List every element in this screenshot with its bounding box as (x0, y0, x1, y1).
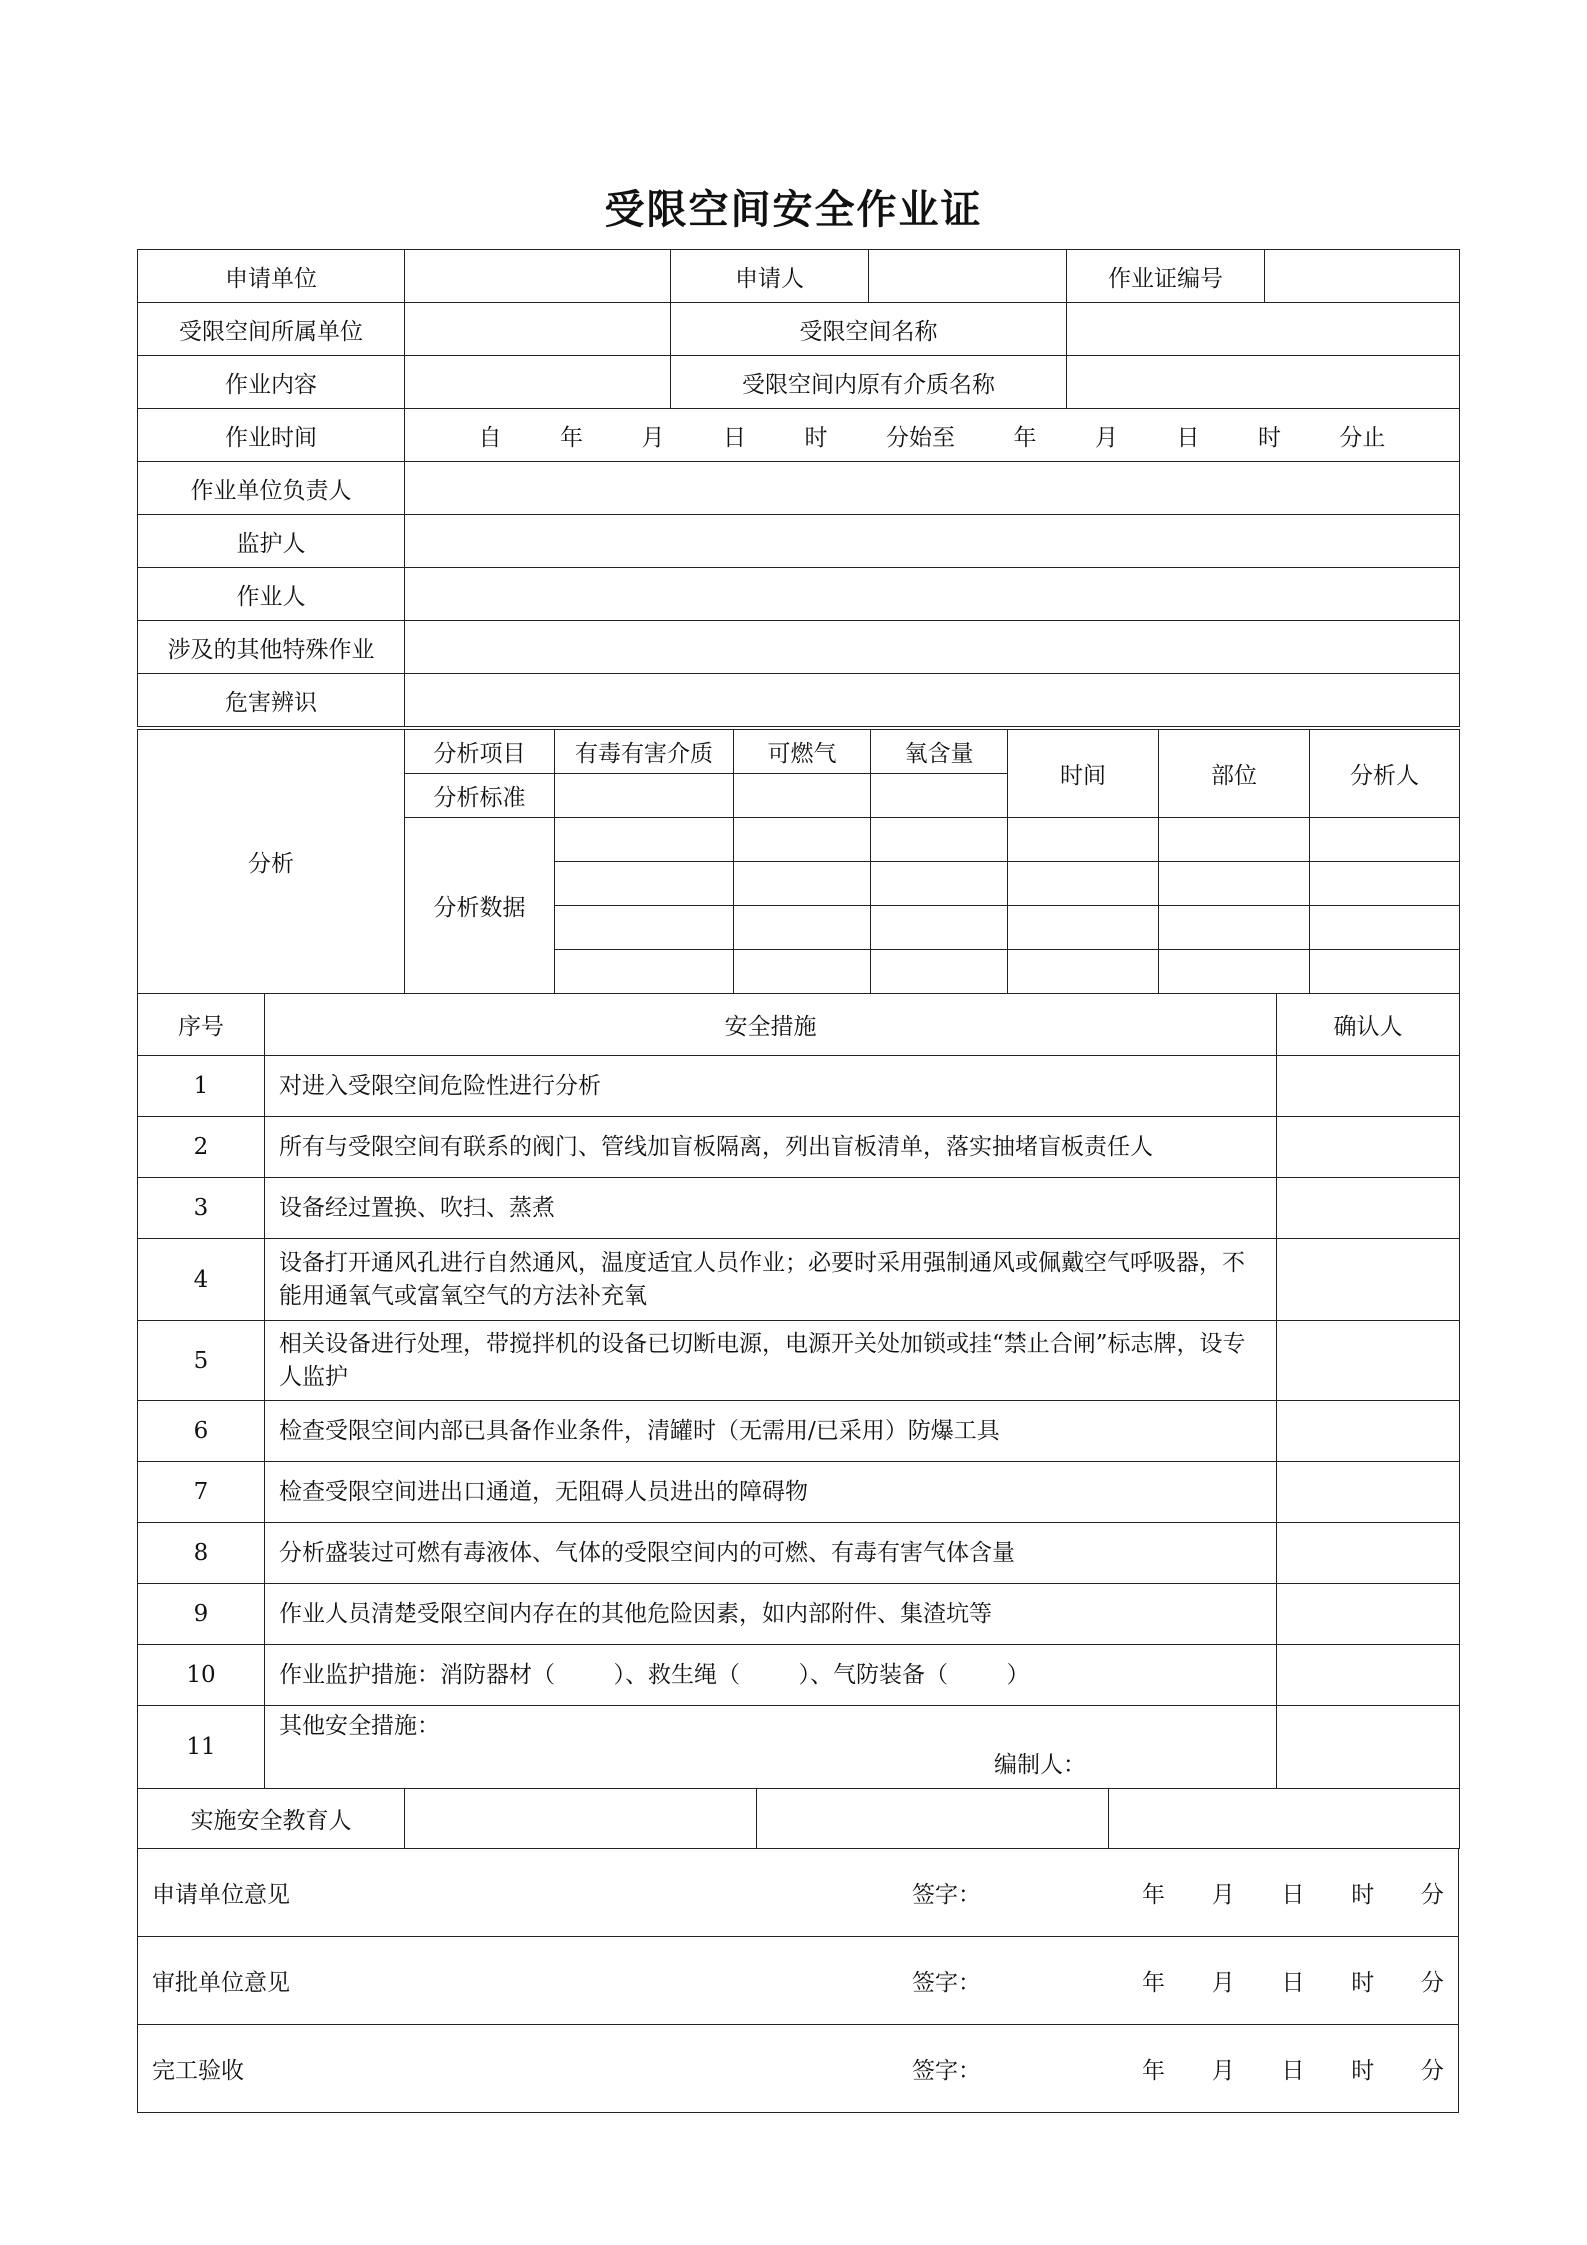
measure-text: 作业监护措施：消防器材（ ）、救生绳（ ）、气防装备（ ） (265, 1645, 1277, 1706)
opinions-table (137, 1848, 1459, 2113)
other-special-work-label: 涉及的其他特殊作业 (138, 621, 405, 674)
guardian-field[interactable] (405, 515, 1460, 568)
analyst-header: 分析人 (1310, 730, 1460, 818)
measure-text: 设备经过置换、吹扫、蒸煮 (265, 1178, 1277, 1239)
data-cell[interactable] (555, 950, 734, 994)
analysis-time-header: 时间 (1008, 730, 1159, 818)
month-label: 月 (1211, 1970, 1235, 1996)
measure-text: 相关设备进行处理，带搅拌机的设备已切断电源，电源开关处加锁或挂“禁止合闸”标志牌，设专人监护 (265, 1321, 1277, 1401)
space-owner-unit-field[interactable] (405, 303, 671, 356)
measure-no: 11 (138, 1706, 265, 1789)
analysis-table (137, 729, 1460, 994)
oxygen-content-header: 氧含量 (871, 730, 1008, 774)
table-row (138, 1462, 1460, 1523)
table-row (138, 1706, 1460, 1789)
signature-label: 签字： (912, 2058, 981, 2084)
measure-text: 其他安全措施： (279, 1713, 440, 1739)
data-cell[interactable] (734, 950, 871, 994)
table-row (138, 1321, 1460, 1401)
analysis-item-label: 分析项目 (405, 730, 555, 774)
year-label: 年 (1142, 1970, 1165, 1996)
hour-label: 时 (1351, 1970, 1375, 1996)
hour-label: 时 (1351, 1882, 1375, 1908)
measure-no: 1 (138, 1056, 265, 1117)
permit-header-table (137, 249, 1460, 727)
safety-measures-table (137, 993, 1460, 1789)
applicant-unit-label: 申请单位 (138, 250, 405, 303)
other-special-work-field[interactable] (405, 621, 1460, 674)
table-row (138, 1401, 1460, 1462)
space-owner-unit-label: 受限空间所属单位 (138, 303, 405, 356)
hazard-identification-label: 危害辨识 (138, 674, 405, 727)
data-cell[interactable] (1159, 862, 1310, 906)
medium-name-field[interactable] (1067, 356, 1460, 409)
minute-label: 分 (1421, 2058, 1444, 2084)
data-cell[interactable] (871, 818, 1008, 862)
worker-field[interactable] (405, 568, 1460, 621)
hazard-identification-field[interactable] (405, 674, 1460, 727)
confirm-field[interactable] (1277, 1321, 1460, 1401)
data-cell[interactable] (555, 862, 734, 906)
applicant-label: 申请人 (671, 250, 869, 303)
education-field-1[interactable] (405, 1789, 757, 1849)
table-row (138, 1117, 1460, 1178)
measure-no: 4 (138, 1239, 265, 1321)
signature-label: 签字： (912, 1882, 981, 1908)
work-time-label: 作业时间 (138, 409, 405, 462)
permit-number-label: 作业证编号 (1067, 250, 1265, 303)
data-cell[interactable] (1310, 818, 1460, 862)
measure-no: 3 (138, 1178, 265, 1239)
standard-oxygen-field[interactable] (871, 774, 1008, 818)
data-cell[interactable] (1008, 950, 1159, 994)
work-content-label: 作业内容 (138, 356, 405, 409)
unit-leader-field[interactable] (405, 462, 1460, 515)
table-row (138, 1645, 1460, 1706)
data-cell[interactable] (871, 862, 1008, 906)
measure-no: 9 (138, 1584, 265, 1645)
data-cell[interactable] (1310, 950, 1460, 994)
education-table (137, 1788, 1460, 1849)
data-cell[interactable] (1159, 906, 1310, 950)
analysis-data-label: 分析数据 (405, 818, 555, 994)
date-fields (1142, 1876, 1448, 1909)
worker-label: 作业人 (138, 568, 405, 621)
completion-acceptance-label: 完工验收 (152, 2058, 244, 2084)
date-fields (1142, 2052, 1448, 2085)
confirm-field[interactable] (1277, 1706, 1460, 1789)
data-cell[interactable] (1008, 818, 1159, 862)
approver-opinion-label: 审批单位意见 (152, 1970, 290, 1996)
compiler-label: 编制人： (994, 1752, 1086, 1778)
data-cell[interactable] (1159, 818, 1310, 862)
col-measure-header: 安全措施 (265, 994, 1277, 1056)
applicant-field[interactable] (869, 250, 1067, 303)
confirm-field[interactable] (1277, 1523, 1460, 1584)
measure-text: 设备打开通风孔进行自然通风，温度适宜人员作业；必要时采用强制通风或佩戴空气呼吸器，不能用通氧气或富氧空气的方法补充氧 (265, 1239, 1277, 1321)
guardian-label: 监护人 (138, 515, 405, 568)
analysis-location-header: 部位 (1159, 730, 1310, 818)
confirm-field[interactable] (1277, 1056, 1460, 1117)
confirm-field[interactable] (1277, 1239, 1460, 1321)
day-label: 日 (1281, 1970, 1305, 1996)
applicant-unit-field[interactable] (405, 250, 671, 303)
confirm-field[interactable] (1277, 1401, 1460, 1462)
measure-text: 对进入受限空间危险性进行分析 (265, 1056, 1277, 1117)
analysis-standard-label: 分析标准 (405, 774, 555, 818)
standard-toxic-field[interactable] (555, 774, 734, 818)
permit-number-field[interactable] (1265, 250, 1460, 303)
applicant-opinion-label: 申请单位意见 (152, 1882, 290, 1908)
day-label: 日 (1281, 1882, 1305, 1908)
measure-no: 6 (138, 1401, 265, 1462)
measure-no: 7 (138, 1462, 265, 1523)
data-cell[interactable] (734, 862, 871, 906)
table-row (138, 1239, 1460, 1321)
education-field-3[interactable] (1109, 1789, 1460, 1849)
education-person-label: 实施安全教育人 (138, 1789, 405, 1849)
analysis-label: 分析 (138, 730, 405, 994)
confirm-field[interactable] (1277, 1584, 1460, 1645)
medium-name-label: 受限空间内原有介质名称 (671, 356, 1067, 409)
confirm-field[interactable] (1277, 1117, 1460, 1178)
standard-combustible-field[interactable] (734, 774, 871, 818)
combustible-gas-header: 可燃气 (734, 730, 871, 774)
minute-label: 分 (1421, 1970, 1444, 1996)
work-content-field[interactable] (405, 356, 671, 409)
data-cell[interactable] (734, 906, 871, 950)
data-cell[interactable] (1310, 862, 1460, 906)
data-cell[interactable] (871, 906, 1008, 950)
measure-text: 检查受限空间进出口通道，无阻碍人员进出的障碍物 (265, 1462, 1277, 1523)
confirm-field[interactable] (1277, 1645, 1460, 1706)
measure-no: 8 (138, 1523, 265, 1584)
completion-acceptance-row[interactable] (138, 2025, 1459, 2113)
data-cell[interactable] (1008, 862, 1159, 906)
applicant-opinion-row[interactable] (138, 1849, 1459, 1937)
month-label: 月 (1211, 1882, 1235, 1908)
other-measures-cell[interactable] (265, 1706, 1277, 1789)
data-cell[interactable] (734, 818, 871, 862)
education-field-2[interactable] (757, 1789, 1109, 1849)
table-row (138, 1178, 1460, 1239)
col-no-header: 序号 (138, 994, 265, 1056)
data-cell[interactable] (555, 818, 734, 862)
data-cell[interactable] (555, 906, 734, 950)
data-cell[interactable] (1310, 906, 1460, 950)
signature-label: 签字： (912, 1970, 981, 1996)
confirm-field[interactable] (1277, 1462, 1460, 1523)
measure-text: 作业人员清楚受限空间内存在的其他危险因素，如内部附件、集渣坑等 (265, 1584, 1277, 1645)
measure-text: 分析盛装过可燃有毒液体、气体的受限空间内的可燃、有毒有害气体含量 (265, 1523, 1277, 1584)
table-row (138, 1523, 1460, 1584)
table-row (138, 1584, 1460, 1645)
date-fields (1142, 1964, 1448, 1997)
year-label: 年 (1142, 1882, 1165, 1908)
month-label: 月 (1211, 2058, 1235, 2084)
approver-opinion-row[interactable] (138, 1937, 1459, 2025)
document-title: 受限空间安全作业证 (604, 187, 983, 233)
work-time-text: 自 年 月 日 时 分始至 年 月 日 时 分止 (478, 424, 1386, 451)
year-label: 年 (1142, 2058, 1165, 2084)
confirm-field[interactable] (1277, 1178, 1460, 1239)
measure-no: 10 (138, 1645, 265, 1706)
measure-text: 所有与受限空间有联系的阀门、管线加盲板隔离，列出盲板清单，落实抽堵盲板责任人 (265, 1117, 1277, 1178)
data-cell[interactable] (1008, 906, 1159, 950)
minute-label: 分 (1421, 1882, 1444, 1908)
measure-no: 5 (138, 1321, 265, 1401)
work-time-field[interactable] (405, 409, 1460, 462)
data-cell[interactable] (871, 950, 1008, 994)
unit-leader-label: 作业单位负责人 (138, 462, 405, 515)
data-cell[interactable] (1159, 950, 1310, 994)
space-name-field[interactable] (1067, 303, 1460, 356)
hour-label: 时 (1351, 2058, 1375, 2084)
space-name-label: 受限空间名称 (671, 303, 1067, 356)
measure-text: 检查受限空间内部已具备作业条件，清罐时（无需用/已采用）防爆工具 (265, 1401, 1277, 1462)
toxic-medium-header: 有毒有害介质 (555, 730, 734, 774)
table-row (138, 1056, 1460, 1117)
col-confirm-header: 确认人 (1277, 994, 1460, 1056)
measure-no: 2 (138, 1117, 265, 1178)
day-label: 日 (1281, 2058, 1305, 2084)
